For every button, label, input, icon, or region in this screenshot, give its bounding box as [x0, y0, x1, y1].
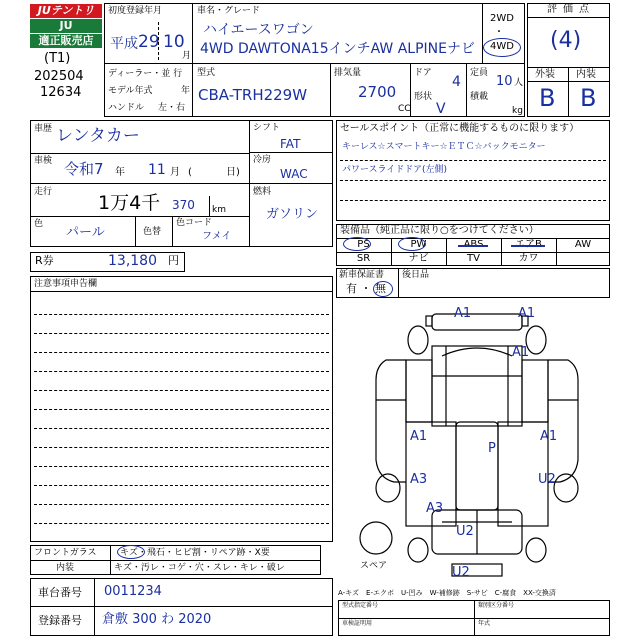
- recycle-label: R券: [35, 254, 54, 267]
- plate-value: 倉敷 300 わ 2020: [102, 612, 212, 627]
- displacement-value: 2700: [358, 83, 397, 101]
- car-diagram: [336, 300, 610, 585]
- interior-grade: B: [580, 84, 597, 112]
- id-line-1: 202504: [34, 69, 84, 84]
- id-line-2: 12634: [40, 85, 82, 100]
- vin-value: 0011234: [104, 584, 162, 599]
- km-unit: km: [212, 205, 226, 215]
- notes-line: [34, 428, 329, 429]
- sales-points-title: セールスポイント（正常に機能するものに限ります）: [340, 123, 580, 134]
- overall-grade: (4): [550, 28, 582, 53]
- history-value: レンタカー: [56, 126, 140, 146]
- first-reg-era: 平成: [110, 36, 138, 52]
- airbag-strike: [511, 245, 545, 247]
- first-reg-year: 29: [138, 32, 160, 52]
- mark-right-rear-door: U2: [538, 472, 556, 487]
- car-name: ハイエースワゴン: [203, 22, 314, 38]
- history-label: 車歴: [34, 124, 53, 134]
- handle-options: 左・右: [158, 103, 186, 113]
- handle-label: ハンドル: [108, 103, 145, 113]
- inspection-day-open: (: [188, 167, 192, 178]
- fuel-label: 燃料: [253, 187, 272, 197]
- mark-left-rear-door: A3: [410, 472, 428, 487]
- later-items-label: 後日品: [402, 270, 430, 280]
- shift-value: FAT: [280, 137, 301, 151]
- mark-front-right: A1: [518, 306, 536, 321]
- grade-title: 評価点: [547, 4, 595, 15]
- vin-label: 車台番号: [38, 586, 82, 599]
- mileage-km: 370: [172, 198, 195, 212]
- mark-front-left: A1: [454, 306, 472, 321]
- type-label: 型式: [197, 68, 216, 78]
- mark-left-front-door: A1: [410, 429, 428, 444]
- color-code-value: フメイ: [202, 231, 232, 242]
- notes-line: [34, 504, 329, 505]
- logo-box: [30, 4, 102, 48]
- equip-abs: ABS: [463, 239, 484, 250]
- name-grade-label: 車名・グレード: [197, 6, 261, 16]
- first-reg-label: 初度登録年月: [108, 6, 163, 16]
- color-value: パール: [66, 225, 105, 240]
- equip-tv: TV: [467, 253, 480, 264]
- equip-airbag: エアB: [515, 239, 542, 250]
- load-label: 積載: [470, 92, 489, 102]
- glass-label: フロントガラス: [34, 548, 97, 558]
- equip-pw: PW: [410, 239, 427, 250]
- glass-scratch-circle: [117, 545, 145, 559]
- inspection-month: 11: [148, 162, 166, 178]
- equip-ps: PS: [357, 239, 370, 250]
- legend-cell-cert: 車検証明用: [342, 620, 373, 627]
- shape-value: V: [436, 101, 446, 117]
- cc-unit: CC: [398, 104, 411, 114]
- t1-code: (T1): [44, 51, 71, 66]
- notes-line: [34, 466, 329, 467]
- model-year-label: モデル年式: [108, 86, 153, 96]
- header-box: [104, 3, 525, 117]
- color-label: 色: [34, 219, 44, 229]
- ac-value: WAC: [280, 167, 308, 181]
- capacity-label: 定員: [470, 68, 489, 78]
- color-code-label: 色コード: [176, 218, 213, 228]
- mark-hood: A1: [512, 345, 530, 360]
- logo-caption: 適正販売店: [30, 34, 102, 48]
- logo-brand: JUテントリ: [30, 4, 102, 18]
- doors-value: 4: [452, 74, 461, 90]
- capacity-unit: 人: [514, 78, 524, 88]
- notes-line: [34, 352, 329, 353]
- exterior-grade: B: [539, 84, 556, 112]
- interior-label: 内装: [576, 69, 596, 80]
- spare-label: スペア: [360, 561, 388, 571]
- ac-label: 冷房: [253, 155, 272, 165]
- glass-value: キズ・飛石・ヒビ割・リペア跡・X要: [120, 548, 270, 558]
- notes-title: 注意事項申告欄: [34, 279, 98, 289]
- drive-dot: ・: [494, 27, 504, 38]
- mark-roof: P: [488, 441, 496, 456]
- mark-right-front-door: A1: [540, 429, 558, 444]
- shift-label: シフト: [253, 123, 281, 133]
- damage-legend: A-キズ E-エクボ U-凹み W-補修跡 S-サビ C-腐食 XX-交換済: [338, 589, 556, 597]
- notes-line: [34, 333, 329, 334]
- same-color-label: 色替: [143, 227, 162, 237]
- equip-navi: ナビ: [408, 253, 429, 264]
- drive-2wd: 2WD: [490, 13, 514, 24]
- notes-line: [34, 523, 329, 524]
- inspection-day-close: 日): [226, 167, 240, 178]
- mark-rear-gate: U2: [456, 524, 474, 539]
- grade: 4WD DAWTONA15インチAW ALPINEナビ: [200, 41, 475, 57]
- doors-label: ドア: [414, 68, 432, 78]
- first-reg-month: 10: [163, 32, 185, 52]
- plate-label: 登録番号: [38, 614, 82, 627]
- mark-left-rear-quarter: A3: [426, 501, 444, 516]
- drive-4wd-circle: [483, 38, 521, 57]
- type-value: CBA-TRH229W: [198, 86, 308, 104]
- ps-circle: [343, 237, 371, 251]
- inspection-month-unit: 月: [170, 167, 180, 178]
- abs-strike: [458, 245, 488, 247]
- equip-leather: カワ: [518, 253, 539, 264]
- notes-line: [34, 447, 329, 448]
- drive-4wd: 4WD: [490, 41, 514, 52]
- notes-line: [34, 485, 329, 486]
- mileage-value: 1万4千: [98, 192, 161, 214]
- shape-label: 形状: [414, 92, 433, 102]
- interior-cond-label: 内装: [56, 563, 75, 573]
- equip-sr: SR: [356, 253, 371, 264]
- capacity-value: 10: [496, 74, 513, 89]
- mileage-label: 走行: [34, 187, 53, 197]
- pw-circle: [398, 237, 426, 251]
- legend-cell-type-no: 型式指定番号: [342, 602, 379, 609]
- ju-logo-icon: JU: [30, 19, 102, 33]
- notes-line: [34, 390, 329, 391]
- legend-cell-class-no: 類別区分番号: [478, 602, 515, 609]
- load-unit: kg: [512, 106, 523, 116]
- equip-aw: AW: [574, 239, 592, 250]
- interior-cond-value: キズ・汚レ・コゲ・穴・スレ・キレ・破レ: [114, 563, 285, 573]
- equipment-title: 装備品（純正品に限り○をつけてください）: [340, 225, 539, 236]
- exterior-label: 外装: [535, 69, 555, 80]
- inspection-year-unit: 年: [115, 167, 125, 178]
- fuel-value: ガソリン: [266, 207, 319, 222]
- warranty-value: 有 ・ 無: [346, 282, 386, 295]
- legend-cell-year: 年式: [478, 620, 491, 627]
- notes-line: [34, 409, 329, 410]
- recycle-value: 13,180: [108, 253, 157, 269]
- inspection-label: 車検: [34, 156, 53, 166]
- notes-line: [34, 371, 329, 372]
- model-year-unit: 年: [181, 86, 191, 96]
- notes-line: [34, 314, 329, 315]
- displacement-label: 排気量: [334, 68, 362, 78]
- sales-point-line-1: キーレス☆スマートキー☆ＥＴＣ☆バックモニター: [342, 142, 546, 152]
- recycle-unit: 円: [168, 254, 179, 267]
- first-reg-month-unit: 月: [182, 51, 192, 61]
- mark-rear-bumper: U2: [452, 565, 470, 580]
- dealer-label: ディーラー・並 行: [108, 69, 183, 79]
- warranty-none-circle: [373, 281, 393, 297]
- inspection-era: 令和7: [64, 160, 104, 178]
- sales-point-line-2: パワースライドドア(左側): [342, 165, 448, 175]
- warranty-label: 新車保証書: [339, 270, 385, 280]
